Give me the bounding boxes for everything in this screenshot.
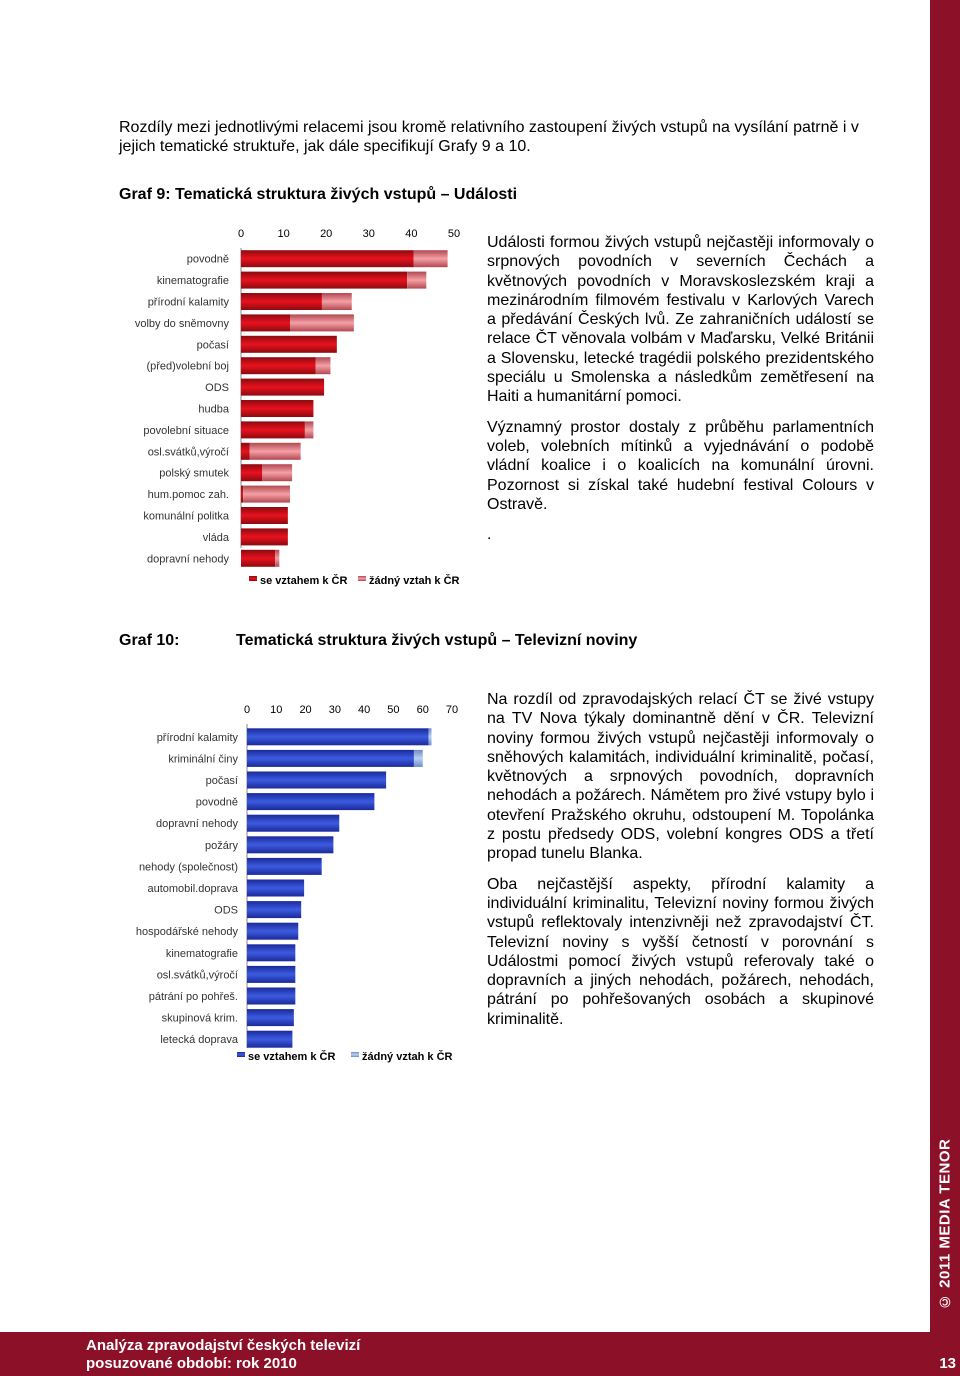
chart1-category-label: kinematografie bbox=[156, 275, 229, 288]
footer-title: Analýza zpravodajství českých televizí bbox=[86, 1337, 361, 1354]
chart1-bar-noncr bbox=[407, 272, 426, 289]
chart1-bar-noncr bbox=[290, 314, 354, 331]
chart1-bar-cr bbox=[241, 550, 275, 567]
chart2-x-tick-label: 50 bbox=[387, 704, 400, 716]
chart2-category-label: přírodní kalamity bbox=[156, 731, 238, 744]
chart1-bar-cr bbox=[241, 357, 316, 374]
chart2-category-label: skupinová krim. bbox=[161, 1012, 238, 1025]
chart1-category-label: povodně bbox=[186, 253, 229, 266]
chart2-bar-cr bbox=[247, 793, 374, 810]
chart1-category-label: hudba bbox=[198, 403, 229, 416]
chart1-category-label: povolební situace bbox=[143, 424, 229, 437]
page-footer bbox=[0, 1332, 960, 1376]
footer-period: posuzované období: rok 2010 bbox=[86, 1355, 297, 1372]
chart2-bar-cr bbox=[247, 858, 322, 875]
chart1-bar-cr bbox=[241, 528, 288, 545]
graf10-title: Tematická struktura živých vstupů – Televizní noviny bbox=[236, 632, 638, 649]
chart1-x-tick-label: 30 bbox=[362, 228, 375, 240]
chart2-bar-cr bbox=[247, 772, 386, 789]
chart2-category-label: požáry bbox=[204, 839, 238, 852]
chart1-bar-noncr bbox=[243, 486, 290, 503]
chart2-category-label: kinematografie bbox=[165, 947, 238, 960]
chart1-bar-noncr bbox=[250, 443, 301, 460]
chart2-category-label: nehody (společnost) bbox=[138, 861, 238, 874]
chart1-x-tick-label: 0 bbox=[237, 228, 245, 240]
chart2-category-label: pátrání po pohřeš. bbox=[148, 991, 238, 1003]
graf10-commentary-p1: Na rozdíl od zpravodajských relací ČT se živé vstupy na TV Nova týkaly dominantně dění v ČR. Televizní noviny formou živých vstupů nejčastěji informovaly o sněhových kalamitách, individuální kriminalitě, počasí, květnových a srpnových povodních, dopravních nehodách a požárech. Námětem pro živé vstupy bylo i otevření Pražského okruhu, odstoupení M. Topolánka z postu předsedy ODS, volební kongres ODS a třetí propad tunelu Blanka. bbox=[487, 691, 874, 863]
chart2-category-label: letecká doprava bbox=[160, 1034, 238, 1047]
graf9-commentary-p2: Významný prostor dostaly z průběhu parlamentních voleb, volebních mítinků a vyjednávání o podobě vládní koalice i o koalicích na komunální úrovni. Pozornost si získal také hudební festival Colours v Ostravě. bbox=[487, 418, 874, 513]
chart2-bar-noncr bbox=[414, 750, 423, 767]
chart1-bar-noncr bbox=[414, 250, 448, 267]
chart2-bar-cr bbox=[247, 901, 301, 918]
chart2-x-tick-label: 0 bbox=[243, 704, 251, 716]
chart2-legend-swatch bbox=[351, 1052, 359, 1057]
chart2-bar-noncr bbox=[429, 728, 432, 745]
graf9-commentary-p3: . bbox=[487, 526, 492, 544]
chart2-category-label: osl.svátků,výročí bbox=[156, 969, 238, 982]
chart1-bar-cr bbox=[241, 464, 262, 481]
chart1-bar-cr bbox=[241, 443, 250, 460]
chart1-category-label: dopravní nehody bbox=[147, 553, 229, 566]
chart2-legend-swatch bbox=[237, 1052, 245, 1057]
chart1-x-tick-label: 50 bbox=[447, 228, 461, 240]
chart1-category-label: komunální politka bbox=[143, 510, 229, 523]
chart2-x-tick-label: 30 bbox=[328, 704, 341, 716]
chart1-category-label: počasí bbox=[196, 339, 229, 352]
chart2-category-label: automobil.doprava bbox=[147, 883, 238, 895]
chart1-category-label: volby do sněmovny bbox=[134, 317, 229, 330]
chart2-category-label: ODS bbox=[214, 904, 238, 917]
intro-paragraph: Rozdíly mezi jednotlivými relacemi jsou kromě relativního zastoupení živých vstupů na vysílání patrně i v jejich tematické struktuře, jak dále specifikují Grafy 9 a 10. bbox=[119, 119, 859, 155]
chart2-category-label: hospodářské nehody bbox=[135, 926, 238, 939]
chart2-bar-cr bbox=[247, 1009, 294, 1026]
chart2-category-label: povodně bbox=[195, 796, 238, 809]
chart1-bar-noncr bbox=[262, 464, 292, 481]
chart1-bar-noncr bbox=[305, 421, 314, 438]
chart1-bar-noncr bbox=[275, 550, 279, 567]
chart1-bar-cr bbox=[241, 250, 414, 267]
chart2-x-tick-label: 60 bbox=[416, 704, 429, 716]
chart1-bar-cr bbox=[241, 400, 313, 417]
chart2-legend-label: žádný vztah k ČR bbox=[362, 1051, 453, 1063]
graf9-commentary bbox=[487, 233, 874, 555]
graf9-chart bbox=[110, 218, 480, 598]
chart2-x-tick-label: 70 bbox=[445, 704, 459, 716]
chart1-x-tick-label: 40 bbox=[405, 228, 418, 240]
chart2-bar-cr bbox=[247, 815, 339, 832]
graf10-number: Graf 10: bbox=[119, 632, 180, 649]
chart1-legend-label: žádný vztah k ČR bbox=[369, 575, 460, 587]
chart1-bar-noncr bbox=[316, 357, 331, 374]
chart2-bar-cr bbox=[247, 836, 333, 853]
chart2-bar-cr bbox=[247, 880, 304, 897]
chart2-bar-cr bbox=[247, 988, 295, 1005]
chart1-bar-cr bbox=[241, 421, 305, 438]
chart1-legend-label: se vztahem k ČR bbox=[260, 575, 348, 587]
chart1-category-label: polský smutek bbox=[159, 467, 229, 480]
chart2-bar-cr bbox=[247, 923, 298, 940]
chart1-bar-cr bbox=[241, 293, 322, 310]
chart2-bar-cr bbox=[247, 750, 414, 767]
chart1-category-label: ODS bbox=[205, 382, 229, 395]
chart1-category-label: osl.svátků,výročí bbox=[147, 446, 229, 459]
chart1-legend-swatch bbox=[249, 576, 257, 581]
chart2-legend-label: se vztahem k ČR bbox=[248, 1051, 336, 1063]
chart1-x-tick-label: 20 bbox=[320, 228, 333, 240]
chart1-bar-cr bbox=[241, 507, 288, 524]
chart1-bar-cr bbox=[241, 272, 407, 289]
page-number: 13 bbox=[939, 1355, 956, 1372]
chart1-category-label: hum.pomoc zah. bbox=[147, 489, 229, 502]
graf9-commentary-p1: Události formou živých vstupů nejčastěji informovaly o srpnových povodních v severních Čechách a květnových povodních v Moravskoslezském kraji a mezinárodním filmovém festivalu v Karlových Varech a předávání Českých lvů. Ze zahraničních událostí se relace ČT věnovala volbám v Maďarsku, Velké Británii a Slovensku, letecké tragédii polského prezidentského speciálu u Smolenska a následkům zemětřesení na Haiti a humanitární pomoci. bbox=[487, 234, 874, 406]
chart2-bar-cr bbox=[247, 1031, 292, 1048]
chart2-x-tick-label: 40 bbox=[358, 704, 371, 716]
chart2-category-label: počasí bbox=[205, 775, 238, 787]
graf10-commentary-p2: Oba nejčastější aspekty, přírodní kalamity a individuální kriminalitu, Televizní noviny formou živých vstupů reflektovaly intenzivněji než zpravodajství ČT. Televizní noviny s vyšší četností v porovnání s Událostmi pomocí živých vstupů referovaly také o dopravních a jiných nehodách, požárech, nehodách, pátrání po pohřešovaných osobách a skupinové kriminalitě. bbox=[487, 875, 874, 1028]
chart2-x-tick-label: 20 bbox=[299, 704, 312, 716]
chart2-bar-cr bbox=[247, 966, 295, 983]
chart1-bar-cr bbox=[241, 486, 243, 503]
chart1-x-tick-label: 10 bbox=[277, 228, 290, 240]
chart1-category-label: vláda bbox=[202, 531, 229, 544]
chart1-bar-cr bbox=[241, 379, 324, 396]
chart1-category-label: (před)volební boj bbox=[146, 360, 229, 373]
chart2-bar-cr bbox=[247, 944, 295, 961]
graf9-title: Graf 9: Tematická struktura živých vstupů – Události bbox=[119, 186, 518, 203]
chart1-category-label: přírodní kalamity bbox=[147, 296, 229, 309]
graf10-commentary bbox=[487, 690, 874, 1040]
chart2-category-label: kriminální činy bbox=[168, 753, 238, 766]
chart2-bar-cr bbox=[247, 728, 429, 745]
chart1-bar-cr bbox=[241, 314, 290, 331]
chart2-category-label: dopravní nehody bbox=[156, 818, 238, 831]
brand-sidebar bbox=[930, 0, 960, 1376]
graf10-chart bbox=[110, 696, 480, 1070]
chart1-bar-noncr bbox=[322, 293, 352, 310]
chart2-x-tick-label: 10 bbox=[270, 704, 283, 716]
chart1-legend-swatch bbox=[358, 576, 366, 581]
chart1-bar-cr bbox=[241, 336, 337, 353]
copyright-label: © 2011 MEDIA TENOR bbox=[936, 1138, 954, 1310]
